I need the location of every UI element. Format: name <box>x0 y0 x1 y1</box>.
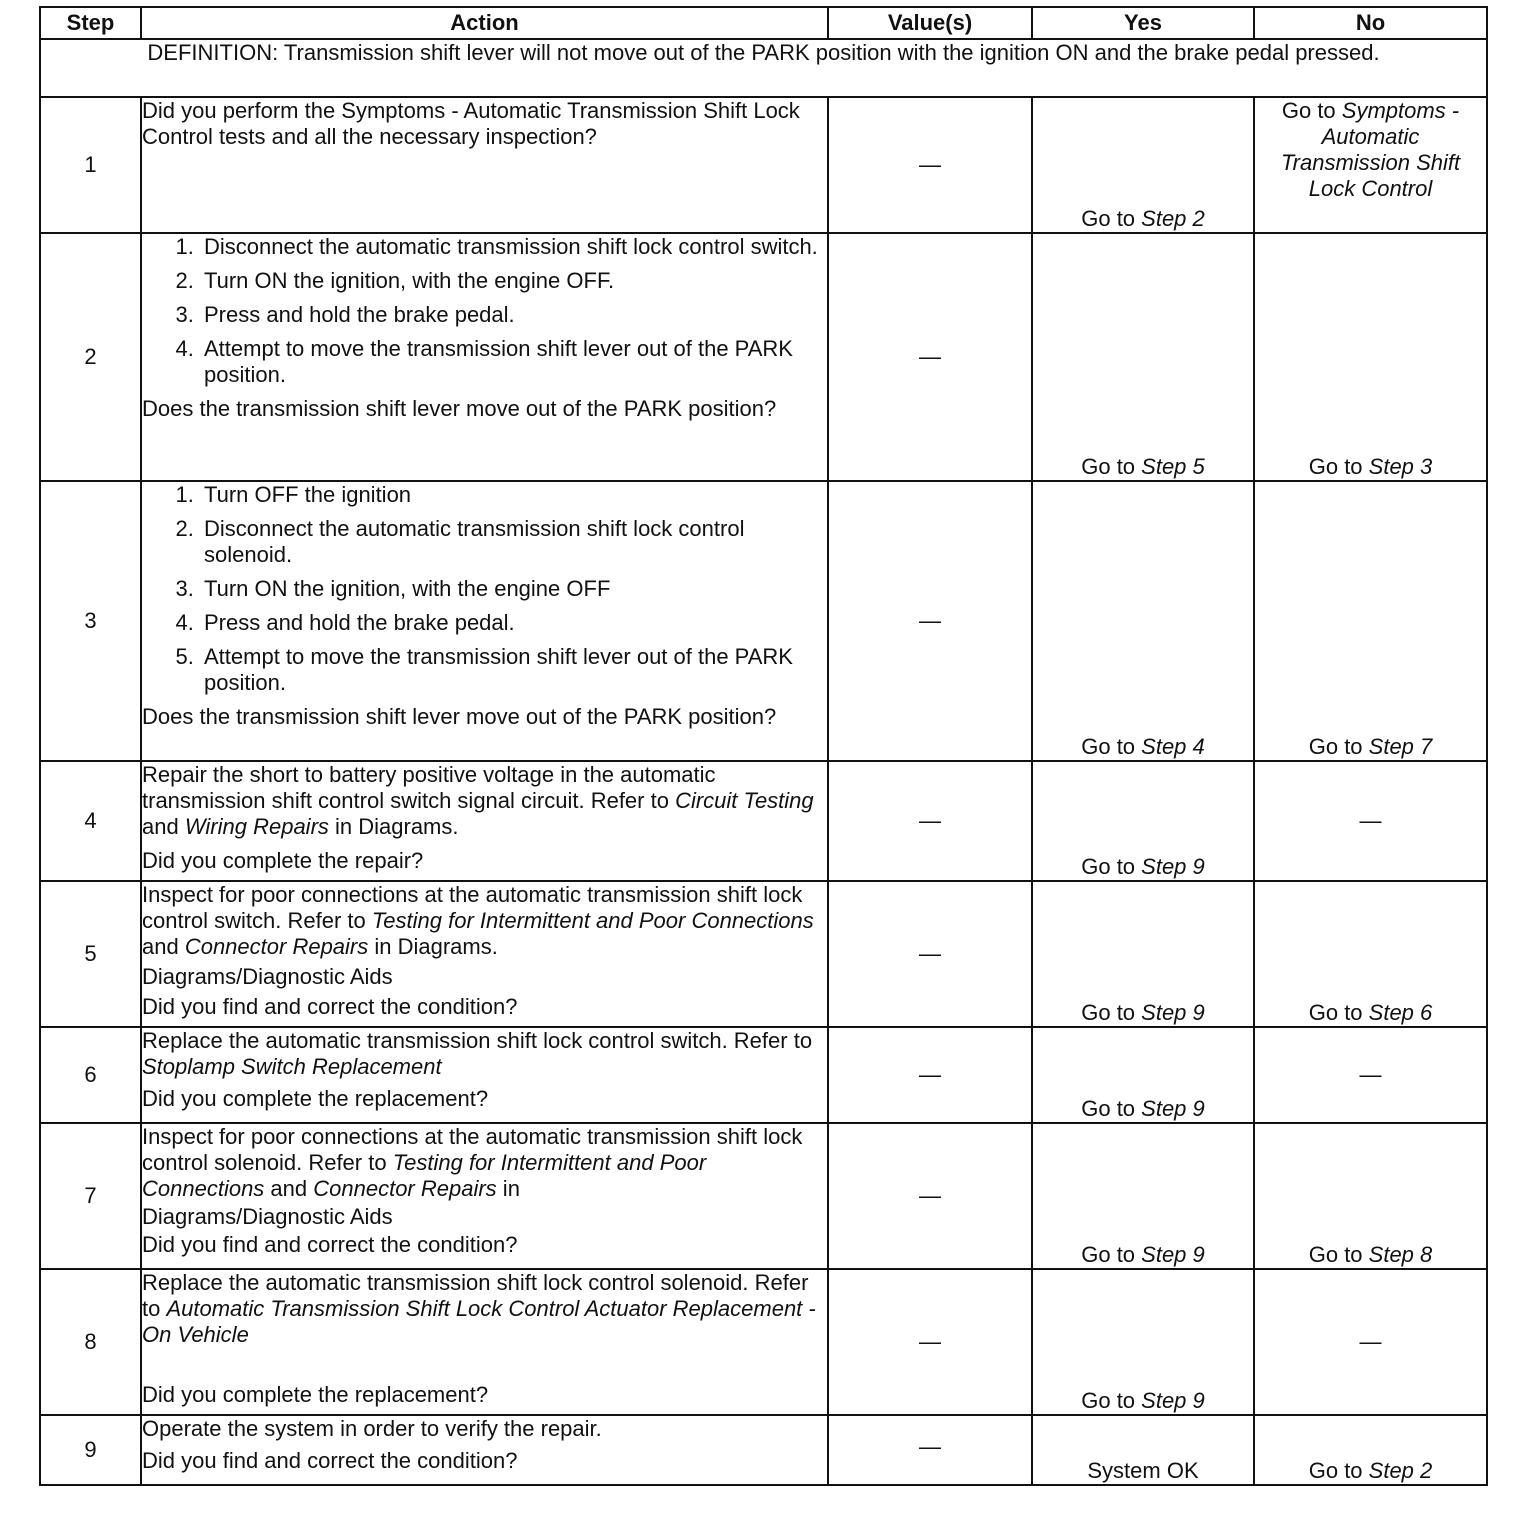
action-line2: Diagrams/Diagnostic Aids <box>142 964 393 989</box>
goto-prefix: Go to <box>1081 734 1142 759</box>
yes-step-ref: Step 9 <box>1141 854 1205 879</box>
yes-step-ref: Step 5 <box>1141 454 1205 479</box>
ref-circuit-testing: Circuit Testing <box>675 788 814 813</box>
spacer <box>142 1348 827 1374</box>
no-cell <box>1254 233 1487 481</box>
value-cell: — <box>828 97 1032 233</box>
value-cell: — <box>828 1269 1032 1415</box>
action-cell <box>141 481 828 761</box>
action-text <box>142 1270 827 1348</box>
ref-actuator-replacement: Automatic Transmission Shift Lock Control Actuator Replacement - On Vehicle <box>142 1296 816 1347</box>
action-line2: Diagrams/Diagnostic Aids <box>142 1204 393 1229</box>
action-list <box>142 234 827 388</box>
no-cell <box>1254 481 1487 761</box>
table-row <box>40 233 1487 481</box>
goto-prefix: Go to <box>1081 454 1142 479</box>
action-text-part: in <box>496 1176 520 1201</box>
action-text-part: and <box>264 1176 314 1201</box>
yes-step-ref: Step 9 <box>1141 1242 1205 1267</box>
action-text: Did you perform the Symptoms - Automatic Transmission Shift Lock Control tests and all the necessary inspection? <box>142 98 800 149</box>
diagnostic-page <box>39 6 1486 1486</box>
action-cell <box>141 233 828 481</box>
value-cell: — <box>828 481 1032 761</box>
list-item: 2. Disconnect the automatic transmission shift lock control solenoid. <box>200 516 827 568</box>
yes-cell <box>1032 1027 1254 1123</box>
yes-step-ref: Step 4 <box>1141 734 1205 759</box>
action-question: Does the transmission shift lever move out of the PARK position? <box>142 704 777 729</box>
step-number: 6 <box>40 1027 141 1123</box>
header-no: No <box>1254 7 1487 39</box>
goto-prefix: Go to <box>1081 206 1142 231</box>
yes-cell <box>1032 481 1254 761</box>
ref-testing-intermittent: Testing for Intermittent and Poor Connections <box>371 908 814 933</box>
goto-prefix: Go to <box>1081 854 1142 879</box>
list-item: 1. Disconnect the automatic transmission shift lock control switch. <box>200 234 827 260</box>
action-text: Operate the system in order to verify the repair. <box>142 1416 602 1441</box>
yes-cell <box>1032 761 1254 881</box>
header-step: Step <box>40 7 141 39</box>
action-text-part: Replace the automatic transmission shift lock control solenoid. Refer to <box>142 1270 809 1321</box>
no-step-ref: Step 2 <box>1368 1458 1433 1483</box>
list-item: 4. Press and hold the brake pedal. <box>200 610 827 636</box>
list-item: 4. Attempt to move the transmission shift lever out of the PARK position. <box>200 336 827 388</box>
no-step-ref: Step 6 <box>1368 1000 1433 1025</box>
value-cell: — <box>828 1415 1032 1485</box>
value-cell: — <box>828 1027 1032 1123</box>
yes-cell <box>1032 97 1254 233</box>
list-item: 5. Attempt to move the transmission shift lever out of the PARK position. <box>200 644 827 696</box>
yes-step-ref: Step 2 <box>1141 206 1205 231</box>
yes-cell <box>1032 233 1254 481</box>
header-row <box>40 7 1487 39</box>
step-number: 4 <box>40 761 141 881</box>
list-item: 1. Turn OFF the ignition <box>200 482 827 508</box>
action-question: Did you find and correct the condition? <box>142 1232 518 1257</box>
value-cell: — <box>828 1123 1032 1269</box>
step-number: 1 <box>40 97 141 233</box>
action-text-part: and <box>142 814 185 839</box>
goto-prefix: Go to <box>1308 454 1369 479</box>
no-cell: — <box>1254 1269 1487 1415</box>
ref-testing-intermittent: Testing for Intermittent and Poor Connections <box>142 1150 707 1201</box>
action-text-part: Inspect for poor connections at the automatic transmission shift lock control solenoid. Refer to <box>142 1124 803 1175</box>
action-question: Did you complete the replacement? <box>142 1086 489 1111</box>
step-number: 7 <box>40 1123 141 1269</box>
action-cell <box>141 881 828 1027</box>
action-cell <box>141 1415 828 1485</box>
action-question: Does the transmission shift lever move out of the PARK position? <box>142 396 777 421</box>
action-text-part: and <box>142 934 185 959</box>
action-text <box>142 762 827 840</box>
action-text-part: in Diagrams. <box>328 814 459 839</box>
goto-prefix: Go to <box>1081 1388 1142 1413</box>
action-text-part: in Diagrams. <box>368 934 498 959</box>
table-row <box>40 761 1487 881</box>
goto-prefix: Go to <box>1081 1242 1142 1267</box>
header-yes: Yes <box>1032 7 1254 39</box>
goto-prefix: Go to <box>1308 1458 1369 1483</box>
step-number: 9 <box>40 1415 141 1485</box>
value-cell: — <box>828 233 1032 481</box>
definition-text: DEFINITION: Transmission shift lever will not move out of the PARK position with the ignition ON and the brake pedal pressed. <box>40 39 1487 97</box>
action-question: Did you find and correct the condition? <box>142 1448 518 1473</box>
no-ref: Symptoms - Automatic Transmission Shift Lock Control <box>1280 98 1461 201</box>
yes-step-ref: Step 9 <box>1141 1000 1205 1025</box>
ref-stoplamp-switch: Stoplamp Switch Replacement <box>142 1054 442 1079</box>
table-row <box>40 1269 1487 1415</box>
action-text-part: Inspect for poor connections at the automatic transmission shift lock control switch. Refer to <box>142 882 803 933</box>
yes-cell <box>1032 1269 1254 1415</box>
step-number: 5 <box>40 881 141 1027</box>
no-cell <box>1254 97 1487 233</box>
action-text <box>142 882 827 960</box>
action-text-part: Replace the automatic transmission shift lock control switch. Refer to <box>142 1028 813 1053</box>
yes-step-ref: Step 9 <box>1141 1388 1205 1413</box>
goto-prefix: Go to <box>1081 1096 1142 1121</box>
yes-cell <box>1032 881 1254 1027</box>
goto-prefix: Go to <box>1081 1000 1142 1025</box>
action-text <box>142 1124 827 1202</box>
no-step-ref: Step 8 <box>1368 1242 1433 1267</box>
value-cell: — <box>828 881 1032 1027</box>
table-row <box>40 1123 1487 1269</box>
list-item: 3. Press and hold the brake pedal. <box>200 302 827 328</box>
no-cell <box>1254 1415 1487 1485</box>
list-item: 3. Turn ON the ignition, with the engine OFF <box>200 576 827 602</box>
action-question: Did you complete the replacement? <box>142 1382 489 1407</box>
action-cell <box>141 1027 828 1123</box>
list-item: 2. Turn ON the ignition, with the engine OFF. <box>200 268 827 294</box>
yes-cell <box>1032 1123 1254 1269</box>
goto-prefix: Go to <box>1308 734 1369 759</box>
no-step-ref: Step 3 <box>1368 454 1433 479</box>
action-question: Did you complete the repair? <box>142 848 424 873</box>
yes-cell: System OK <box>1032 1415 1254 1485</box>
table-row <box>40 1027 1487 1123</box>
header-action: Action <box>141 7 828 39</box>
action-cell <box>141 1269 828 1415</box>
action-list <box>142 482 827 696</box>
goto-prefix: Go to <box>1281 98 1342 123</box>
yes-step-ref: Step 9 <box>1141 1096 1205 1121</box>
no-cell <box>1254 881 1487 1027</box>
action-cell <box>141 97 828 233</box>
header-values: Value(s) <box>828 7 1032 39</box>
diagnostic-table <box>39 6 1488 1486</box>
table-row <box>40 1415 1487 1485</box>
action-cell <box>141 761 828 881</box>
ref-wiring-repairs: Wiring Repairs <box>184 814 329 839</box>
goto-prefix: Go to <box>1308 1242 1369 1267</box>
step-number: 8 <box>40 1269 141 1415</box>
ref-connector-repairs: Connector Repairs <box>313 1176 497 1201</box>
value-cell: — <box>828 761 1032 881</box>
action-text <box>142 1028 827 1080</box>
no-cell <box>1254 1123 1487 1269</box>
step-number: 3 <box>40 481 141 761</box>
table-row <box>40 97 1487 233</box>
no-cell: — <box>1254 761 1487 881</box>
table-row <box>40 481 1487 761</box>
step-number: 2 <box>40 233 141 481</box>
action-text-part: Repair the short to battery positive voltage in the automatic transmission shift control switch signal circuit. Refer to <box>142 762 716 813</box>
ref-connector-repairs: Connector Repairs <box>184 934 369 959</box>
table-row <box>40 881 1487 1027</box>
no-step-ref: Step 7 <box>1368 734 1433 759</box>
definition-row <box>40 39 1487 97</box>
no-cell: — <box>1254 1027 1487 1123</box>
goto-prefix: Go to <box>1308 1000 1369 1025</box>
action-question: Did you find and correct the condition? <box>142 994 518 1019</box>
action-cell <box>141 1123 828 1269</box>
